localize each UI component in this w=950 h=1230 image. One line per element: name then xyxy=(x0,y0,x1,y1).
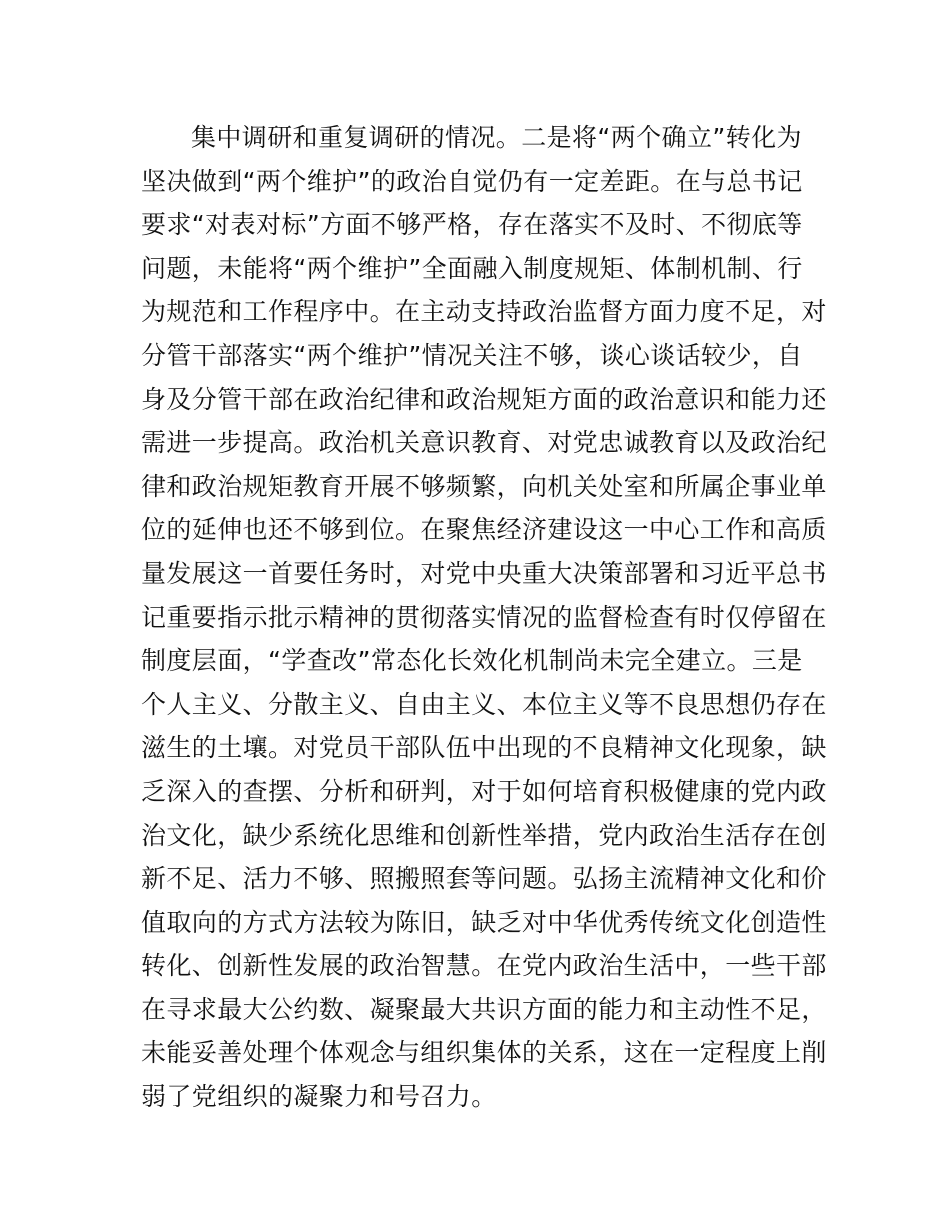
text-line-12: 记重要指示批示精神的贯彻落实情况的监督检查有时仅停留在 xyxy=(141,602,827,632)
text-line-23: 弱了党组织的凝聚力和号召力。 xyxy=(141,1082,497,1112)
text-line-22: 未能妥善处理个体观念与组织集体的关系，这在一定程度上削 xyxy=(141,1038,827,1068)
text-line-21: 在寻求最大公约数、凝聚最大共识方面的能力和主动性不足， xyxy=(141,994,827,1024)
text-line-18: 新不足、活力不够、照搬照套等问题。弘扬主流精神文化和价 xyxy=(141,864,827,894)
text-line-8: 需进一步提高。政治机关意识教育、对党忠诚教育以及政治纪 xyxy=(141,428,827,458)
text-line-5: 为规范和工作程序中。在主动支持政治监督方面力度不足，对 xyxy=(141,297,827,327)
text-line-13: 制度层面，“学查改”常态化长效化机制尚未完全建立。三是 xyxy=(141,646,803,676)
text-line-3: 要求“对表对标”方面不够严格，存在落实不及时、不彻底等 xyxy=(141,210,803,240)
text-line-6: 分管干部落实“两个维护”情况关注不够，谈心谈话较少，自 xyxy=(141,340,803,370)
text-line-15: 滋生的土壤。对党员干部队伍中出现的不良精神文化现象，缺 xyxy=(141,733,827,763)
text-line-1: 集中调研和重复调研的情况。二是将“两个确立”转化为 xyxy=(191,123,802,152)
text-line-14: 个人主义、分散主义、自由主义、本位主义等不良思想仍存在 xyxy=(141,689,827,719)
text-line-7: 身及分管干部在政治纪律和政治规矩方面的政治意识和能力还 xyxy=(141,384,827,414)
text-line-20: 转化、创新性发展的政治智慧。在党内政治生活中，一些干部 xyxy=(141,951,827,981)
text-line-17: 治文化，缺少系统化思维和创新性举措，党内政治生活存在创 xyxy=(141,820,827,850)
text-line-9: 律和政治规矩教育开展不够频繁，向机关处室和所属企事业单 xyxy=(141,471,827,501)
text-line-19: 值取向的方式方法较为陈旧，缺乏对中华优秀传统文化创造性 xyxy=(141,907,827,937)
text-line-2: 坚决做到“两个维护”的政治自觉仍有一定差距。在与总书记 xyxy=(141,166,803,196)
text-line-11: 量发展这一首要任务时，对党中央重大决策部署和习近平总书 xyxy=(141,558,827,588)
text-line-4: 问题，未能将“两个维护”全面融入制度规矩、体制机制、行 xyxy=(141,253,803,283)
text-line-16: 乏深入的查摆、分析和研判，对于如何培育积极健康的党内政 xyxy=(141,776,827,806)
text-line-10: 位的延伸也还不够到位。在聚焦经济建设这一中心工作和高质 xyxy=(141,515,827,545)
body-paragraph xyxy=(141,116,827,1119)
